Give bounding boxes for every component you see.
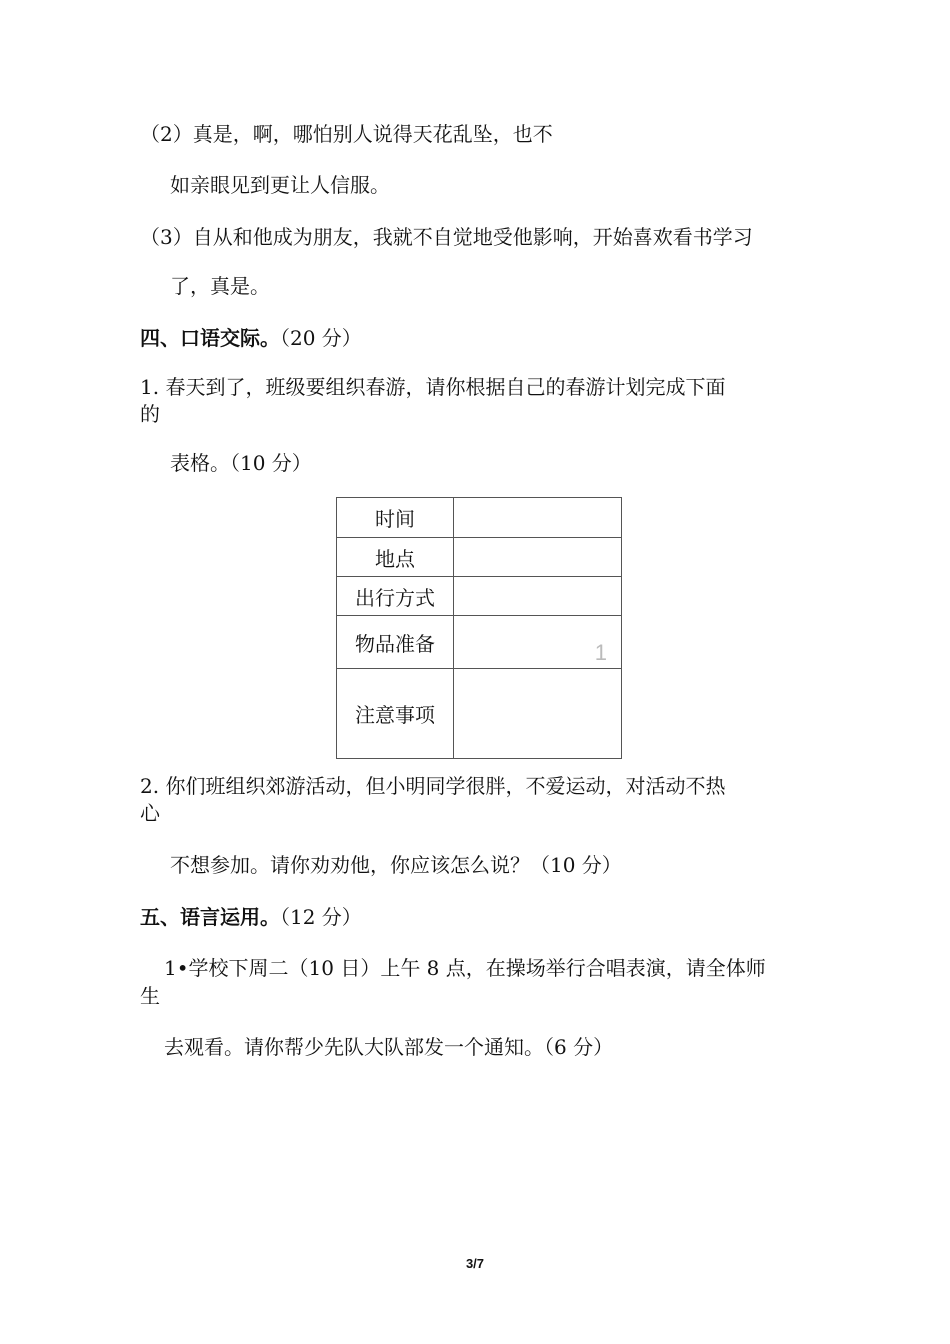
section-4-item-2-line-2: 心: [140, 801, 160, 825]
table-row: [337, 669, 622, 759]
question-2-line-1: （2）真是，啊，哪怕别人说得天花乱坠，也不: [140, 122, 553, 146]
table-row: [337, 577, 622, 616]
section-4-item-1-line-1: 1. 春天到了，班级要组织春游，请你根据自己的春游计划完成下面: [140, 375, 726, 399]
question-3-line-2: 了，真是。: [170, 274, 270, 298]
section-5-title: 五、语言运用。: [140, 905, 280, 929]
section-4-points: （20 分）: [280, 326, 362, 350]
row-label-supplies: 物品准备: [337, 616, 454, 669]
page-number: 3/7: [465, 1256, 485, 1271]
row-label-transport: 出行方式: [337, 577, 454, 616]
faint-page-mark: 1: [594, 640, 607, 665]
answer-cell-transport[interactable]: [454, 577, 622, 616]
section-4-item-1-line-2: 的: [140, 402, 160, 426]
section-4-heading: [140, 325, 362, 351]
row-label-place: 地点: [337, 538, 454, 577]
table-row: [337, 538, 622, 577]
section-5-item-1-line-1: 1•学校下周二（10 日）上午 8 点，在操场举行合唱表演，请全体师: [164, 956, 766, 980]
row-label-notes: 注意事项: [337, 669, 454, 759]
answer-cell-notes[interactable]: [454, 669, 622, 759]
section-5-points: （12 分）: [280, 905, 362, 929]
answer-cell-supplies[interactable]: [454, 616, 622, 669]
row-label-time: 时间: [337, 498, 454, 538]
section-4-item-1-line-3: 表格。（10 分）: [170, 451, 312, 475]
spring-outing-plan-table: [336, 497, 622, 759]
section-4-title: 四、口语交际。: [140, 326, 280, 350]
table-row: [337, 616, 622, 669]
question-3-line-1: （3）自从和他成为朋友，我就不自觉地受他影响，开始喜欢看书学习: [140, 225, 753, 249]
answer-cell-place[interactable]: [454, 538, 622, 577]
section-5-item-1-line-3: 去观看。请你帮少先队大队部发一个通知。（6 分）: [164, 1035, 614, 1059]
table-row: [337, 498, 622, 538]
section-4-item-2-line-1: 2. 你们班组织郊游活动，但小明同学很胖，不爱运动，对活动不热: [140, 774, 726, 798]
section-5-heading: [140, 904, 362, 930]
question-2-line-2: 如亲眼见到更让人信服。: [170, 173, 390, 197]
section-4-item-2-line-3: 不想参加。请你劝劝他，你应该怎么说？（10 分）: [170, 853, 622, 877]
answer-cell-time[interactable]: [454, 498, 622, 538]
section-5-item-1-line-2: 生: [140, 984, 160, 1008]
